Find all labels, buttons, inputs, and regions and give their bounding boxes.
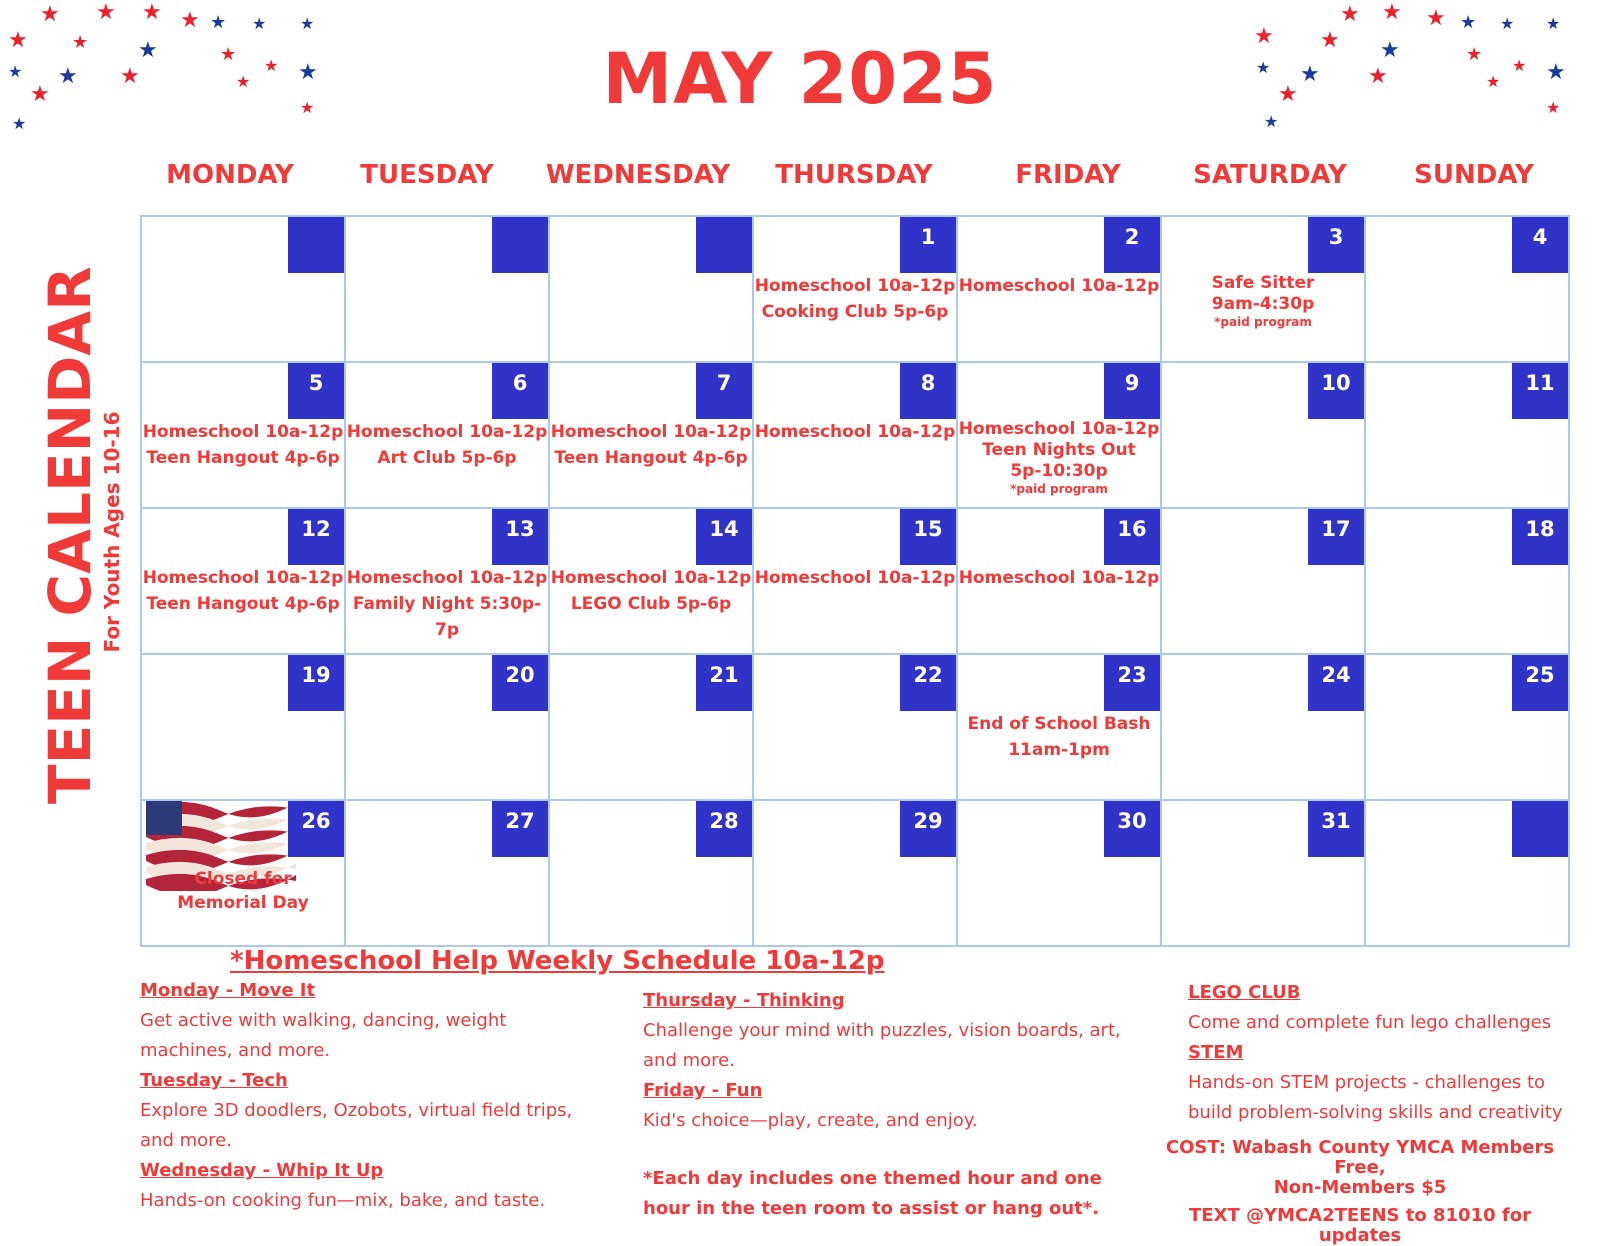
star-icon: ★ (40, 2, 60, 27)
event-note: *paid program (1010, 482, 1108, 496)
star-icon: ★ (1466, 44, 1483, 65)
event-line: Teen Hangout 4p-6p (146, 448, 340, 468)
day-header-wednesday: WEDNESDAY (545, 160, 731, 190)
date-number (1512, 801, 1568, 857)
event-line: Homeschool 10a-12p (550, 568, 752, 588)
date-number: 22 (900, 655, 956, 711)
day-header-sunday: SUNDAY (1414, 160, 1534, 190)
event-line: Safe Sitter (1211, 273, 1315, 293)
text-line: updates (1318, 1225, 1402, 1246)
date-number: 18 (1512, 509, 1568, 565)
star-icon: ★ (300, 98, 315, 117)
day-header-tuesday: TUESDAY (360, 160, 494, 190)
side-title-block (20, 266, 124, 810)
event-line: Homeschool 10a-12p (142, 568, 344, 588)
day-cell (752, 653, 958, 801)
star-icon: ★ (12, 114, 27, 133)
date-number: 30 (1104, 801, 1160, 857)
star-icon: ★ (1340, 2, 1360, 27)
day-cell (548, 653, 754, 801)
day-header-saturday: SATURDAY (1193, 160, 1347, 190)
star-icon: ★ (1278, 82, 1298, 107)
date-number: 14 (696, 509, 752, 565)
star-icon: ★ (8, 28, 28, 53)
cost-info (1150, 1138, 1570, 1246)
day-cell (956, 799, 1162, 947)
date-number: 24 (1308, 655, 1364, 711)
date-number: 1 (900, 217, 956, 273)
date-number: 3 (1308, 217, 1364, 273)
day-cell (1160, 799, 1366, 947)
schedule-text: Hands-on STEM projects - challenges to build problem-solving skills and creativity (1188, 1072, 1563, 1123)
side-subtitle: For Youth Ages 10-16 (100, 411, 124, 653)
day-cell (1364, 215, 1570, 363)
star-icon: ★ (1546, 98, 1561, 117)
event-line: Teen Hangout 4p-6p (554, 448, 748, 468)
homeschool-title: *Homeschool Help Weekly Schedule 10a-12p (230, 946, 885, 976)
day-cell (140, 799, 346, 947)
schedule-heading: Friday - Fun (643, 1080, 763, 1101)
date-number: 31 (1308, 801, 1364, 857)
cost-line: Non-Members $5 (1273, 1177, 1447, 1198)
day-cell (344, 507, 550, 655)
star-icon: ★ (72, 32, 89, 53)
day-cell (1160, 361, 1366, 509)
event-line: Homeschool 10a-12p (346, 568, 548, 588)
day-header-friday: FRIDAY (1015, 160, 1121, 190)
schedule-note: *Each day includes one themed hour and one hour in the teen room to assist or hang out*. (643, 1168, 1102, 1219)
star-icon: ★ (1368, 64, 1388, 89)
date-number: 11 (1512, 363, 1568, 419)
date-number (696, 217, 752, 273)
schedule-text: Come and complete fun lego challenges (1188, 1012, 1552, 1033)
star-icon: ★ (1512, 56, 1527, 75)
date-number: 20 (492, 655, 548, 711)
star-icon: ★ (1546, 14, 1561, 33)
event-line: Closed for (194, 869, 292, 889)
schedule-text: Explore 3D doodlers, Ozobots, virtual field trips, and more. (140, 1100, 573, 1151)
event-list (346, 565, 548, 643)
event-list (142, 419, 344, 471)
star-icon: ★ (58, 64, 78, 89)
event-line: 11am-1pm (1008, 740, 1110, 760)
event-line: Homeschool 10a-12p (142, 422, 344, 442)
date-number: 7 (696, 363, 752, 419)
date-number (492, 217, 548, 273)
star-icon: ★ (252, 14, 267, 33)
schedule-text: Kid's choice—play, create, and enjoy. (643, 1110, 978, 1131)
event-line: Homeschool 10a-12p (754, 422, 956, 442)
event-line: Family Night 5:30p-7p (352, 594, 542, 640)
star-icon: ★ (138, 38, 158, 63)
star-icon: ★ (1256, 58, 1271, 77)
event-list (754, 419, 956, 445)
event-line: 9am-4:30p (1211, 294, 1315, 314)
star-icon: ★ (1460, 12, 1477, 33)
date-number: 9 (1104, 363, 1160, 419)
text-line: TEXT @YMCA2TEENS to 81010 for (1189, 1205, 1531, 1226)
event-list (754, 273, 956, 325)
day-cell (344, 361, 550, 509)
date-number: 17 (1308, 509, 1364, 565)
date-number: 25 (1512, 655, 1568, 711)
date-number: 27 (492, 801, 548, 857)
star-icon: ★ (298, 60, 318, 85)
event-line: Teen Hangout 4p-6p (146, 594, 340, 614)
schedule-heading: Thursday - Thinking (643, 990, 845, 1011)
day-cell (1364, 653, 1570, 801)
event-line: Memorial Day (177, 893, 309, 913)
schedule-left (140, 976, 600, 1216)
date-number: 5 (288, 363, 344, 419)
day-cell (1160, 653, 1366, 801)
schedule-heading: Wednesday - Whip It Up (140, 1160, 384, 1181)
event-line: Teen Nights Out (982, 440, 1136, 460)
event-line: Art Club 5p-6p (377, 448, 517, 468)
schedule-heading: Monday - Move It (140, 980, 316, 1001)
star-icon: ★ (1382, 0, 1402, 25)
schedule-text: Get active with walking, dancing, weight machines, and more. (140, 1010, 507, 1061)
date-number: 21 (696, 655, 752, 711)
star-icon: ★ (210, 12, 227, 33)
date-number (288, 217, 344, 273)
date-number: 13 (492, 509, 548, 565)
date-number: 4 (1512, 217, 1568, 273)
date-number: 16 (1104, 509, 1160, 565)
star-icon: ★ (236, 72, 251, 91)
day-cell (548, 215, 754, 363)
side-title: TEEN CALENDAR (36, 266, 104, 804)
day-cell (548, 799, 754, 947)
date-number: 19 (288, 655, 344, 711)
star-icon: ★ (142, 0, 162, 25)
day-cell (956, 653, 1162, 801)
event-list (754, 565, 956, 591)
day-cell (752, 507, 958, 655)
day-cell (548, 361, 754, 509)
star-icon: ★ (180, 8, 200, 33)
star-icon: ★ (1426, 6, 1446, 31)
event-line: Homeschool 10a-12p (958, 568, 1160, 588)
event-line: Homeschool 10a-12p (754, 276, 956, 296)
date-number: 29 (900, 801, 956, 857)
schedule-heading: LEGO CLUB (1188, 982, 1301, 1003)
day-header-monday: MONDAY (166, 160, 294, 190)
event-line: Homeschool 10a-12p (550, 422, 752, 442)
event-list (550, 565, 752, 617)
cost-line: COST: Wabash County YMCA Members Free, (1165, 1137, 1555, 1178)
star-icon: ★ (220, 44, 237, 65)
date-number: 23 (1104, 655, 1160, 711)
star-icon: ★ (1254, 24, 1274, 49)
day-cell (1364, 507, 1570, 655)
event-line: Cooking Club 5p-6p (761, 302, 949, 322)
star-icon: ★ (300, 14, 315, 33)
day-cell (1160, 507, 1366, 655)
event-list (958, 711, 1160, 763)
event-line: Homeschool 10a-12p (754, 568, 956, 588)
date-number: 6 (492, 363, 548, 419)
day-cell (140, 215, 346, 363)
day-cell (1160, 215, 1366, 363)
schedule-text: Challenge your mind with puzzles, vision boards, art, and more. (643, 1020, 1121, 1071)
star-icon: ★ (8, 62, 23, 81)
day-cell (344, 799, 550, 947)
day-cell (344, 215, 550, 363)
star-icon: ★ (1300, 62, 1320, 87)
date-number: 15 (900, 509, 956, 565)
day-cell (1364, 799, 1570, 947)
event-line: Homeschool 10a-12p (958, 276, 1160, 296)
date-number: 10 (1308, 363, 1364, 419)
day-cell (140, 507, 346, 655)
page-title: MAY 2025 (602, 38, 998, 120)
event-list (958, 273, 1160, 299)
event-line: End of School Bash (967, 714, 1151, 734)
event-list (958, 419, 1160, 496)
star-icon: ★ (30, 82, 50, 107)
day-cell (752, 215, 958, 363)
star-icon: ★ (1320, 28, 1340, 53)
day-cell (140, 653, 346, 801)
day-cell (956, 361, 1162, 509)
star-icon: ★ (1500, 14, 1515, 33)
day-cell (344, 653, 550, 801)
event-line: Homeschool 10a-12p (958, 419, 1160, 439)
star-icon: ★ (1546, 60, 1566, 85)
date-number: 8 (900, 363, 956, 419)
day-cell (140, 361, 346, 509)
schedule-heading: Tuesday - Tech (140, 1070, 288, 1091)
day-cell (752, 799, 958, 947)
date-number: 26 (288, 801, 344, 857)
star-icon: ★ (264, 56, 279, 75)
event-list (1162, 273, 1364, 329)
star-icon: ★ (1380, 38, 1400, 63)
day-cell (956, 215, 1162, 363)
schedule-heading: STEM (1188, 1042, 1244, 1063)
star-icon: ★ (1486, 72, 1501, 91)
event-list (142, 565, 344, 617)
date-number: 12 (288, 509, 344, 565)
event-line: 5p-10:30p (1010, 461, 1108, 481)
day-header-thursday: THURSDAY (775, 160, 933, 190)
event-list (142, 867, 344, 915)
event-list (550, 419, 752, 471)
day-cell (1364, 361, 1570, 509)
date-number: 28 (696, 801, 752, 857)
date-number: 2 (1104, 217, 1160, 273)
star-icon: ★ (1264, 112, 1279, 131)
event-line: Homeschool 10a-12p (346, 422, 548, 442)
event-line: LEGO Club 5p-6p (570, 594, 732, 614)
event-list (346, 419, 548, 471)
day-cell (548, 507, 754, 655)
schedule-right (1188, 978, 1578, 1128)
schedule-middle (643, 986, 1143, 1224)
event-list (958, 565, 1160, 591)
event-note: *paid program (1214, 315, 1312, 329)
schedule-text: Hands-on cooking fun—mix, bake, and taste. (140, 1190, 546, 1211)
star-icon: ★ (96, 0, 116, 25)
star-icon: ★ (120, 64, 140, 89)
day-cell (956, 507, 1162, 655)
day-cell (752, 361, 958, 509)
calendar-grid (140, 215, 1568, 945)
